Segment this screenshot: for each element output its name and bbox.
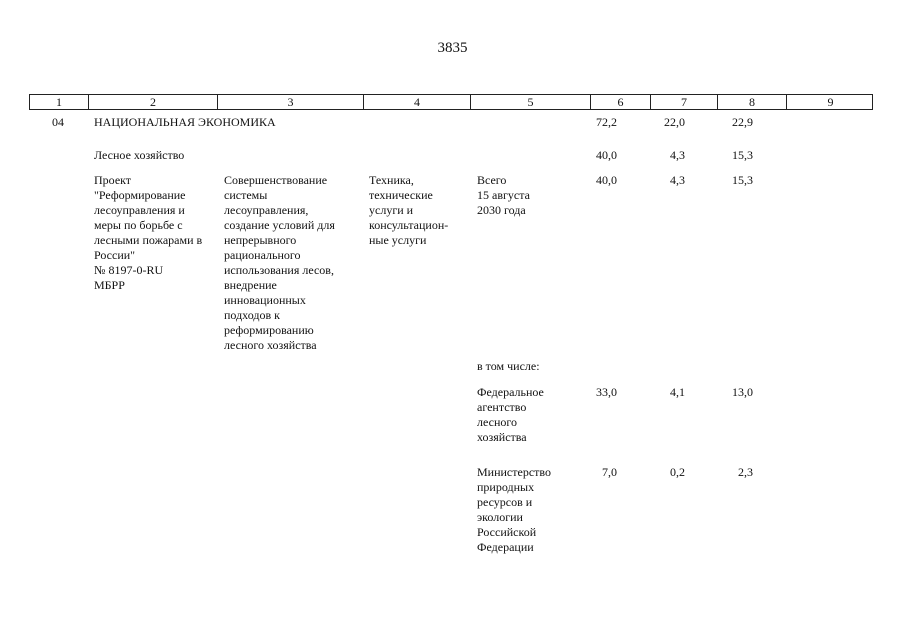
header-col-9: 9 [827,95,834,109]
section-code: 04 [52,115,64,129]
table-header-row [29,94,873,110]
agency-value-col8: 13,0 [732,385,753,399]
project-goal: Совершенствование системы лесоуправления, создание условий для непрерывного рационального использования лесов, внедрение инновационных подходов к реформированию лесного хозяйства [224,173,335,352]
header-col-8: 8 [718,95,787,109]
agency-value-col8: 2,3 [738,465,753,479]
page-number: 3835 [437,40,468,56]
subsection-title: Лесное хозяйство [94,148,185,162]
agency-name: Министерство природных ресурсов и экологии Российской Федерации [477,465,551,554]
header-col-3: 3 [218,95,364,109]
header-col-1: 1 [30,95,89,109]
header-col-6: 6 [591,95,651,109]
subsection-value-col7: 4,3 [670,148,685,162]
project-value-col7: 4,3 [670,173,685,187]
project-value-col6: 40,0 [596,173,617,187]
project-name: Проект "Реформирование лесоуправления и меры по борьбе с лесными пожарами в России" № 8197-0-RU МБРР [94,173,203,292]
section-value-col6: 72,2 [596,115,617,129]
agency-value-col6: 7,0 [602,465,617,479]
agency-value-col6: 33,0 [596,385,617,399]
header-col-5: 5 [471,95,591,109]
project-type: Техника, технические услуги и консультацион- ные услуги [369,173,449,247]
header-col-7: 7 [651,95,718,109]
subsection-value-col6: 40,0 [596,148,617,162]
including-label: в том числе: [477,359,540,373]
header-col-2: 2 [89,95,218,109]
project-period: Всего 15 августа 2030 года [477,173,530,217]
subsection-value-col8: 15,3 [732,148,753,162]
section-value-col8: 22,9 [732,115,753,129]
agency-name: Федеральное агентство лесного хозяйства [477,385,544,444]
agency-value-col7: 0,2 [670,465,685,479]
section-value-col7: 22,0 [664,115,685,129]
header-col-4: 4 [364,95,471,109]
section-title: НАЦИОНАЛЬНАЯ ЭКОНОМИКА [94,115,276,129]
project-value-col8: 15,3 [732,173,753,187]
agency-value-col7: 4,1 [670,385,685,399]
